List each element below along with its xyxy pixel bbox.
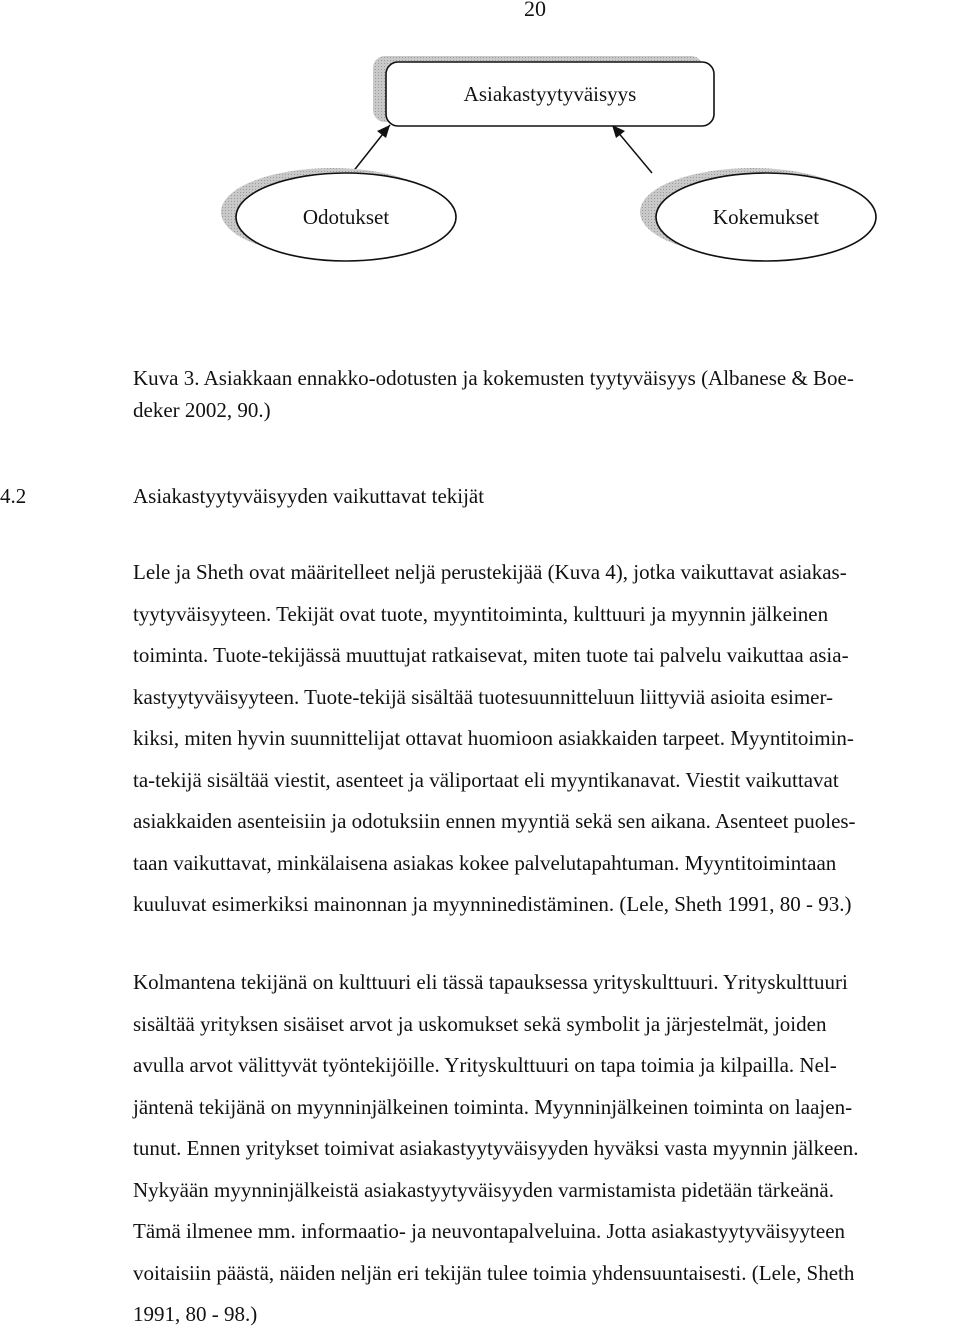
text-line: kastyytyväisyyteen. Tuote-tekijä sisältää tuotesuunnitteluun liittyviä asioita esimer- xyxy=(133,684,834,709)
text-line: Kolmantena tekijänä on kulttuuri eli tässä tapauksessa yrityskulttuuri. Yrityskulttuuri xyxy=(133,970,848,994)
section-heading xyxy=(0,480,485,512)
text-line: sisältää yrityksen sisäiset arvot ja uskomukset sekä symbolit ja järjestelmät, joiden xyxy=(133,1011,827,1036)
text-line: asiakkaiden asenteisiin ja odotuksiin ennen myyntiä sekä sen aikana. Asenteet puoles- xyxy=(133,809,856,833)
top-box-label: Asiakastyytyväisyys xyxy=(463,82,637,106)
text-line: tunut. Ennen yritykset toimivat asiakastyytyväisyyden hyväksi vasta myynnin jälkeen. xyxy=(133,1136,859,1160)
paragraph-2 xyxy=(133,962,941,1336)
right-oval-label: Kokemukset xyxy=(712,205,820,229)
figure-caption xyxy=(133,362,933,426)
text-line: tyytyväisyyteen. Tekijät ovat tuote, myyntitoiminta, kulttuuri ja myynnin jälkeinen xyxy=(133,601,829,626)
section-title: Asiakastyytyväisyyden vaikuttavat tekijät xyxy=(133,484,485,508)
text-line: Lele ja Sheth ovat määritelleet neljä perustekijää (Kuva 4), jotka vaikuttavat asiakas- xyxy=(133,560,847,584)
page-number: 20 xyxy=(524,0,546,21)
text-line: ta-tekijä sisältää viestit, asenteet ja väliportaat eli myyntikanavat. Viestit vaikuttavat xyxy=(133,767,839,792)
text-line: jäntenä tekijänä on myynninjälkeinen toiminta. Myynninjälkeinen toiminta on laajen- xyxy=(133,1094,853,1119)
text-line: taan vaikuttavat, minkälaisena asiakas kokee palvelutapahtuman. Myyntitoimintaan xyxy=(133,850,837,875)
text-line: kiksi, miten hyvin suunnittelijat ottavat huomioon asiakkaiden tarpeet. Myyntitoimin- xyxy=(133,726,854,750)
text-line: voitaisiin päästä, näiden neljän eri tekijän tulee toimia yhdensuuntaisesti. (Lele, Sheth xyxy=(133,1260,855,1285)
caption-line: deker 2002, 90.) xyxy=(133,398,271,422)
text-line: Tämä ilmenee mm. informaatio- ja neuvontapalveluina. Jotta asiakastyytyväisyyteen xyxy=(133,1219,846,1243)
text-line: avulla arvot välittyvät työntekijöille. Yrityskulttuuri on tapa toimia ja kilpailla. Nel- xyxy=(133,1053,837,1077)
text-line: kuuluvat esimerkiksi mainonnan ja myynninedistäminen. (Lele, Sheth 1991, 80 - 93.) xyxy=(133,892,852,916)
text-line: 1991, 80 - 98.) xyxy=(133,1302,258,1326)
text-line: Nykyään myynninjälkeistä asiakastyytyväisyyden varmistamista pidetään tärkeänä. xyxy=(133,1177,834,1202)
paragraph-1 xyxy=(133,552,941,926)
arrowhead-right xyxy=(612,125,625,138)
caption-line: Kuva 3. Asiakkaan ennakko-odotusten ja kokemusten tyytyväisyys (Albanese & Boe- xyxy=(133,366,854,390)
section-number: 4.2 xyxy=(0,484,27,508)
left-oval-label: Odotukset xyxy=(302,205,390,229)
satisfaction-diagram xyxy=(0,0,960,310)
arrowhead-left xyxy=(377,125,390,138)
text-line: toiminta. Tuote-tekijässä muuttujat ratkaisevat, miten tuote tai palvelu vaikuttaa asia- xyxy=(133,643,849,667)
